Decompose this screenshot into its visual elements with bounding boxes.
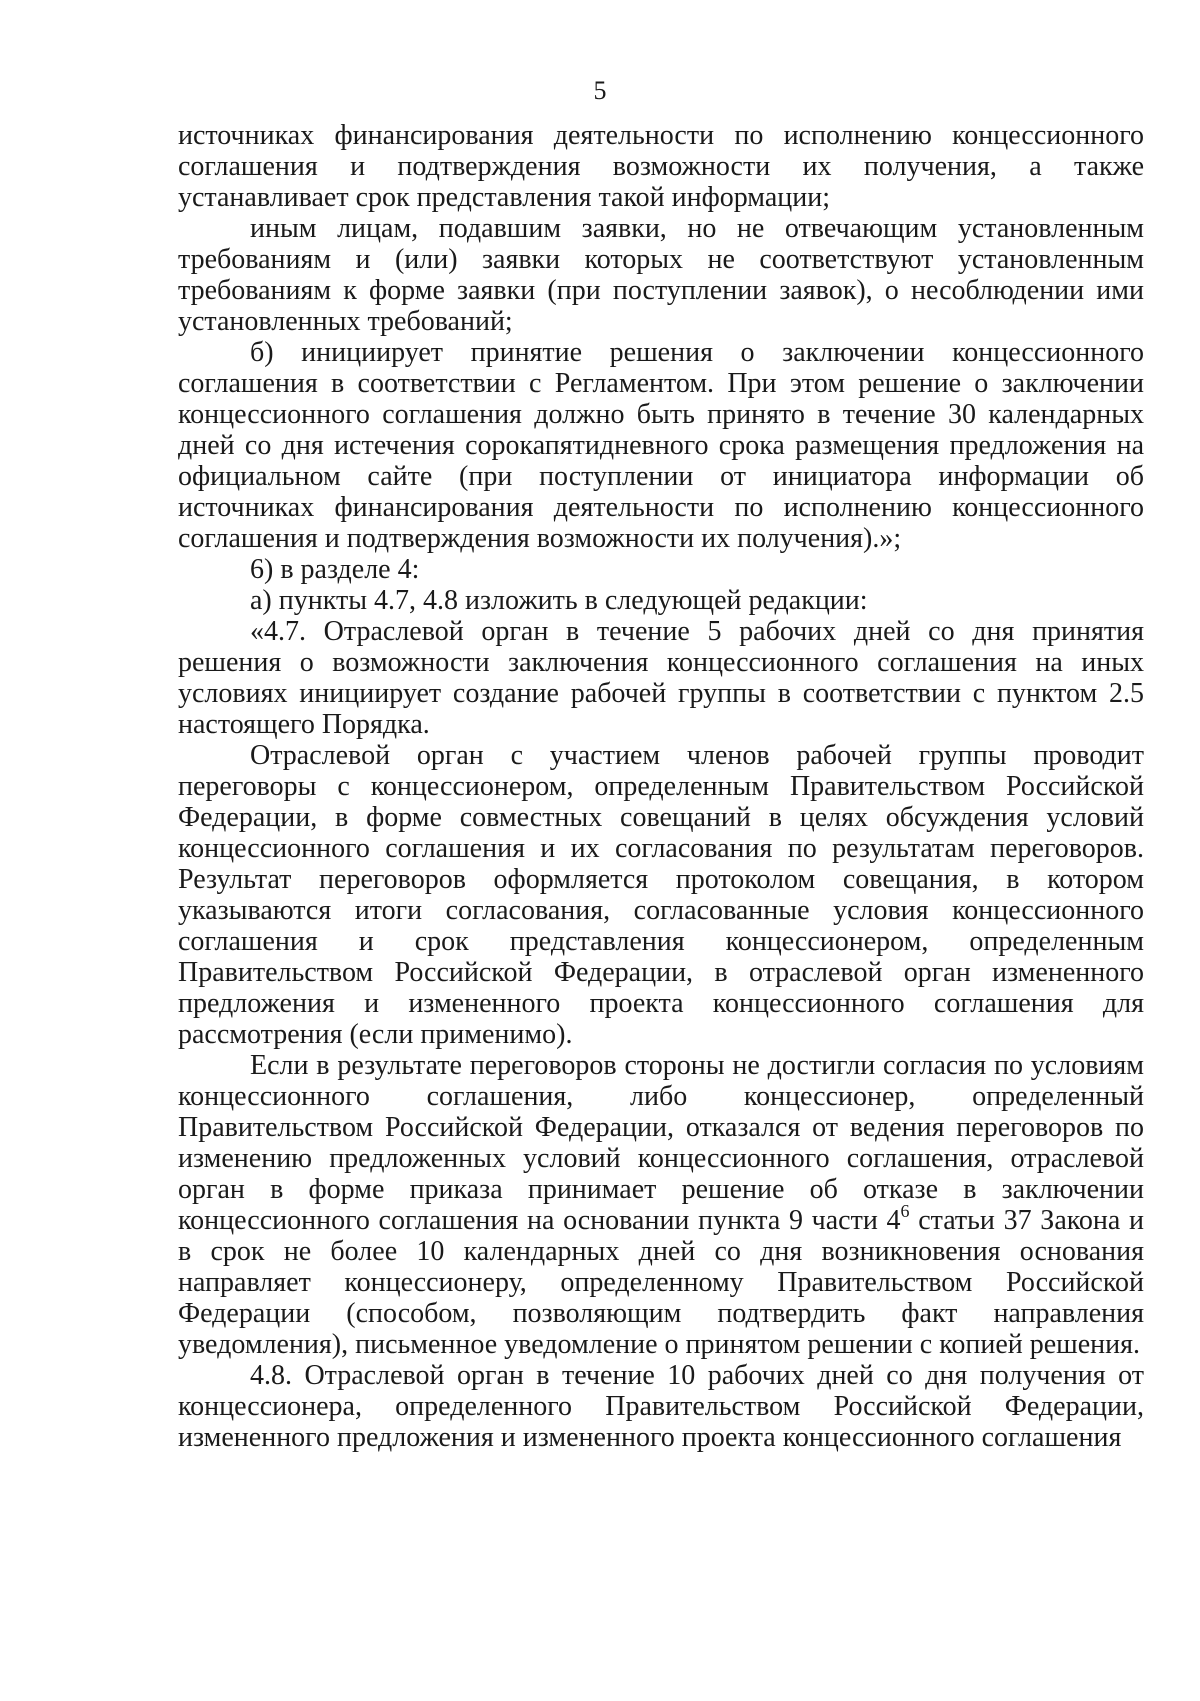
paragraph-9: 4.8. Отраслевой орган в течение 10 рабочих дней со дня получения от концессионера, определенного Правительством Российской Федерации, измененного предложения и измененного проекта концессионного соглашения: [178, 1360, 1144, 1453]
paragraph-3: б) инициирует принятие решения о заключении концессионного соглашения в соответствии с Регламентом. При этом решение о заключении концессионного соглашения должно быть принято в течение 30 календарных дней со дня истечения сорокапятидневного срока размещения предложения на официальном сайте (при поступлении от инициатора информации об источниках финансирования деятельности по исполнению концессионного соглашения и подтверждения возможности их получения).»;: [178, 337, 1144, 554]
paragraph-2: иным лицам, подавшим заявки, но не отвечающим установленным требованиям и (или) заявки которых не соответствуют установленным требованиям к форме заявки (при поступлении заявок), о несоблюдении ими установленных требований;: [178, 213, 1144, 337]
paragraph-1: источниках финансирования деятельности по исполнению концессионного соглашения и подтверждения возможности их получения, а также устанавливает срок представления такой информации;: [178, 120, 1144, 213]
paragraph-4: 6) в разделе 4:: [250, 554, 420, 585]
paragraph-8: [178, 1050, 1144, 1360]
paragraph-8-text-after: статьи 37 Закона и в срок не более 10 календарных дней со дня возникновения основания направляет концессионеру, определенному Правительством Российской Федерации (способом, позволяющим подтвердить факт направления уведомления), письменное уведомление о принятом решении с копией решения.: [178, 1205, 1145, 1360]
page-number: 5: [593, 76, 607, 105]
document-body: [178, 120, 1144, 1453]
paragraph-6: «4.7. Отраслевой орган в течение 5 рабочих дней со дня принятия решения о возможности заключения концессионного соглашения на иных условиях инициирует создание рабочей группы в соответствии с пунктом 2.5 настоящего Порядка.: [178, 616, 1144, 740]
paragraph-8-superscript: 6: [900, 1200, 910, 1221]
paragraph-7: Отраслевой орган с участием членов рабочей группы проводит переговоры с концессионером, определенным Правительством Российской Федерации, в форме совместных совещаний в целях обсуждения условий концессионного соглашения и их согласования по результатам переговоров. Результат переговоров оформляется протоколом совещания, в котором указываются итоги согласования, согласованные условия концессионного соглашения и срок представления концессионером, определенным Правительством Российской Федерации, в отраслевой орган измененного предложения и измененного проекта концессионного соглашения для рассмотрения (если применимо).: [178, 740, 1144, 1050]
paragraph-8-text-before: Если в результате переговоров стороны не достигли согласия по условиям концессионного соглашения, либо концессионер, определенный Правительством Российской Федерации, отказался от ведения переговоров по изменению предложенных условий концессионного соглашения, отраслевой орган в форме приказа принимает решение об отказе в заключении концессионного соглашения на основании пункта 9 части 4: [178, 1050, 1144, 1236]
paragraph-5: а) пункты 4.7, 4.8 изложить в следующей редакции:: [250, 585, 868, 616]
